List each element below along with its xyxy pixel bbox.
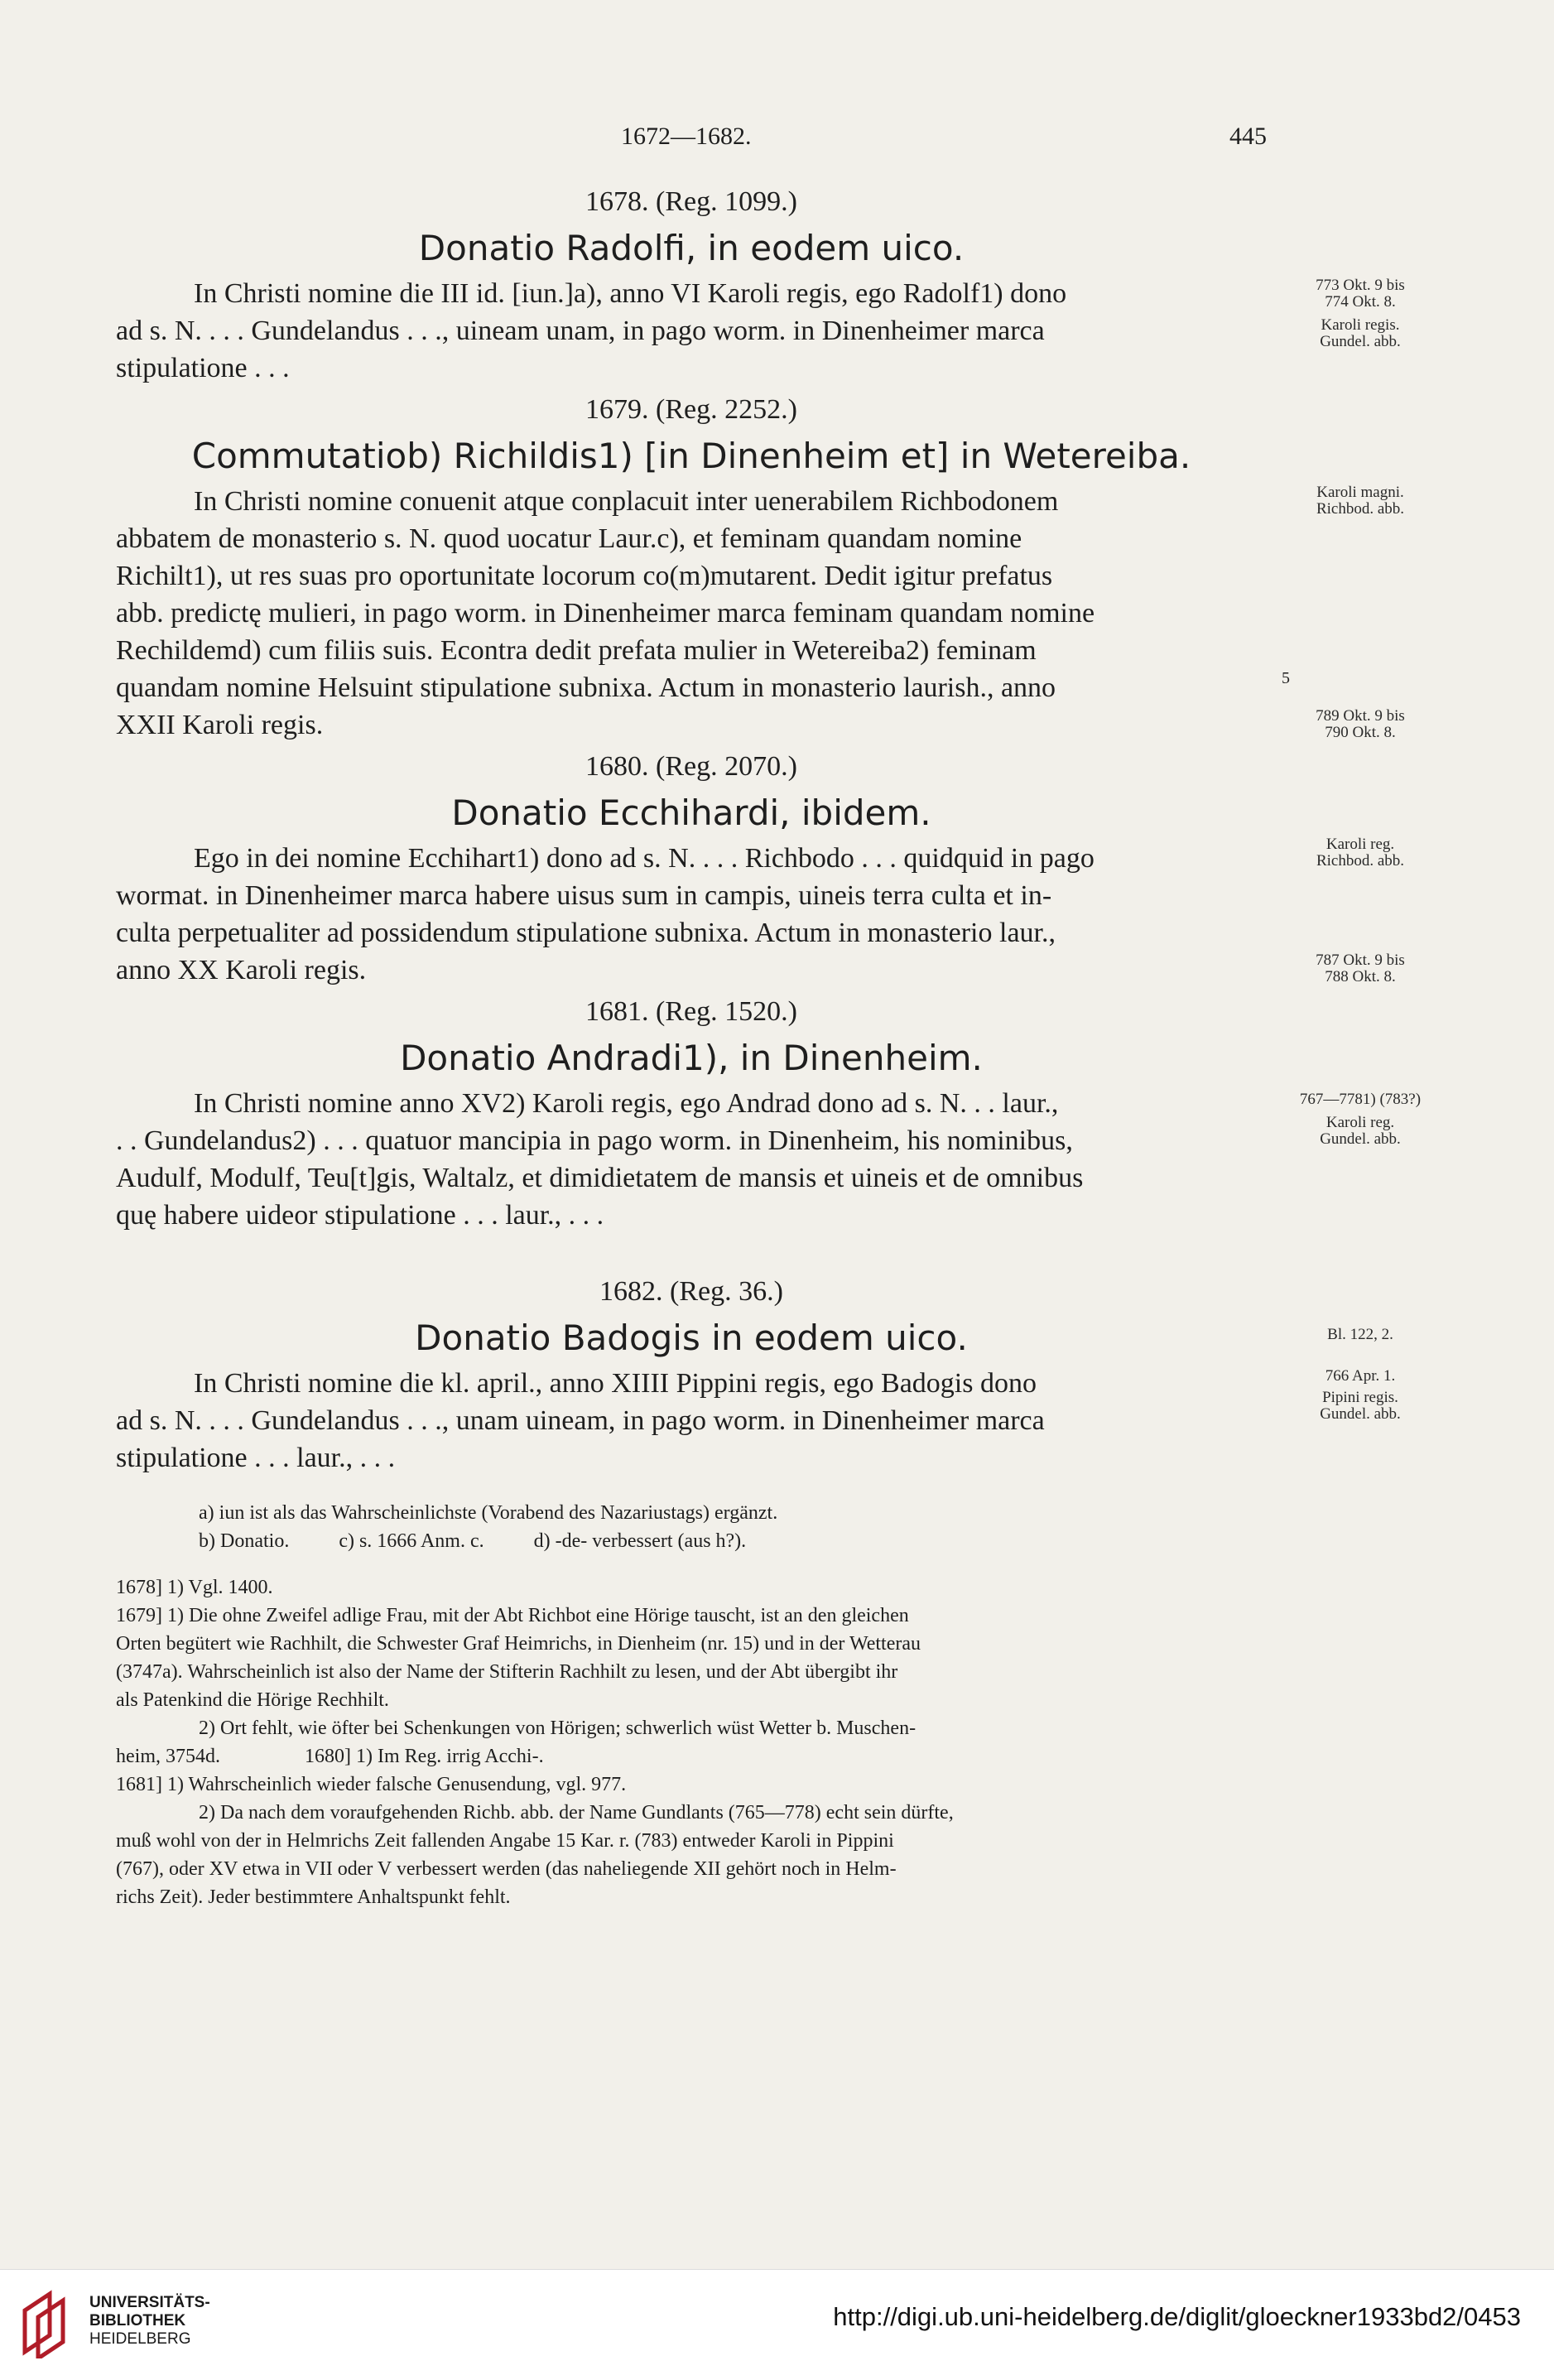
commentary-line: (3747a). Wahrscheinlich ist also der Name der Stifterin Rachhilt zu lesen, und der Abt übergibt ihr (116, 1661, 898, 1683)
commentary-line: 2) Ort fehlt, wie öfter bei Schenkungen von Hörigen; schwerlich wüst Wetter b. Muschen- (199, 1718, 917, 1739)
footnote: a) iun ist als das Wahrscheinlichste (Vorabend des Nazariustags) ergänzt. (199, 1502, 778, 1524)
commentary-line: als Patenkind die Hörige Rechhilt. (116, 1689, 389, 1711)
entry-number: 1678. (Reg. 1099.) (585, 186, 797, 217)
document-body (116, 182, 1267, 1480)
line-number: 5 (1282, 669, 1290, 687)
text-line: ad s. N. . . . Gundelandus . . ., unam uineam, in pago worm. in Dinenheimer marca (116, 1405, 1045, 1436)
text-line: quę habere uideor stipulatione . . . laur., . . . (116, 1200, 604, 1231)
margin-line: 766 Apr. 1. (1325, 1367, 1396, 1385)
library-name-line: BIBLIOTHEK (89, 2312, 186, 2329)
text-line: In Christi nomine anno XV2) Karoli regis, ego Andrad dono ad s. N. . . laur., (194, 1088, 1059, 1119)
margin-line: 787 Okt. 9 bis (1316, 952, 1405, 969)
entry-text (116, 840, 1267, 989)
library-name (89, 2294, 210, 2349)
margin-line: Karoli reg. (1325, 1114, 1395, 1131)
margin-line: Pipini regis. (1322, 1389, 1398, 1406)
entry-title: Donatio Andradi1), in Dinenheim. (400, 1038, 983, 1078)
margin-note (1282, 1091, 1439, 1148)
commentary-line: richs Zeit). Jeder bestimmtere Anhaltspunkt fehlt. (116, 1886, 511, 1908)
entry-number: 1679. (Reg. 2252.) (585, 394, 797, 425)
commentary-line: 2) Da nach dem voraufgehenden Richb. abb. der Name Gundlants (765—778) echt sein dürfte, (199, 1802, 954, 1824)
entry-number: 1682. (Reg. 36.) (599, 1276, 783, 1307)
text-line: In Christi nomine die III id. [iun.]a), anno VI Karoli regis, ego Radolf1) dono (194, 278, 1067, 309)
library-name-line: HEIDELBERG (89, 2330, 191, 2348)
entry-title: Donatio Ecchihardi, ibidem. (451, 793, 931, 833)
margin-line: Gundel. abb. (1320, 1130, 1401, 1148)
text-line: abb. predictę mulieri, in pago worm. in Dinenheimer marca feminam quandam nomine (116, 598, 1095, 629)
margin-note (1282, 1368, 1439, 1423)
margin-note (1282, 277, 1439, 350)
margin-note (1282, 484, 1439, 518)
text-line: culta perpetualiter ad possidendum stipulatione subnixa. Actum in monasterio laur., (116, 918, 1056, 948)
commentary-line: 1678] 1) Vgl. 1400. (116, 1577, 273, 1598)
entry-title: Commutatiob) Richildis1) [in Dinenheim et] in Wetereiba. (191, 436, 1191, 476)
margin-line: Karoli magni. (1316, 484, 1404, 501)
text-line: anno XX Karoli regis. (116, 955, 367, 985)
entry-text (116, 275, 1267, 387)
entry-number: 1680. (Reg. 2070.) (585, 751, 797, 782)
library-logo-icon (18, 2287, 76, 2358)
page-number: 445 (1229, 123, 1267, 150)
margin-line: 773 Okt. 9 bis (1316, 277, 1405, 294)
margin-line: Richbod. abb. (1316, 852, 1405, 870)
margin-note (1282, 1327, 1439, 1343)
margin-line: 789 Okt. 9 bis (1316, 707, 1405, 725)
commentary-line: (767), oder XV etwa in VII oder V verbessert werden (das naheliegende XII gehört noch in Helm- (116, 1858, 897, 1880)
source-url-link[interactable]: http://digi.ub.uni-heidelberg.de/diglit/gloeckner1933bd2/0453 (833, 2302, 1521, 2331)
commentary-line: muß wohl von der in Helmrichs Zeit fallenden Angabe 15 Kar. r. (783) entweder Karoli in Pippini (116, 1830, 894, 1852)
margin-line: Karoli regis. (1321, 316, 1400, 334)
text-line: Audulf, Modulf, Teu[t]gis, Waltalz, et dimidietatem de mansis et uineis et de omnibus (116, 1163, 1084, 1193)
text-line: XXII Karoli regis. (116, 710, 324, 740)
margin-line: Gundel. abb. (1320, 333, 1401, 350)
text-line: wormat. in Dinenheimer marca habere uisus sum in campis, uineis terra culta et in- (116, 880, 1052, 911)
entry-title: Donatio Radolfi, in eodem uico. (418, 228, 965, 268)
library-name-line: UNIVERSITÄTS- (89, 2294, 210, 2311)
margin-note (1282, 952, 1439, 985)
margin-note (1282, 708, 1439, 741)
text-line: . . Gundelandus2) . . . quatuor mancipia in pago worm. in Dinenheim, his nominibus, (116, 1125, 1073, 1156)
text-line: quandam nomine Helsuint stipulatione subnixa. Actum in monasterio laurish., anno (116, 672, 1056, 703)
margin-line: Karoli reg. (1325, 836, 1395, 853)
footnote: b) Donatio. c) s. 1666 Anm. c. d) -de- verbessert (aus h?). (199, 1530, 747, 1552)
margin-note (1282, 836, 1439, 870)
text-line: Richilt1), ut res suas pro oportunitate locorum co(m)mutarent. Dedit igitur prefatus (116, 561, 1053, 591)
margin-line: Gundel. abb. (1320, 1405, 1401, 1423)
entry-title: Donatio Badogis in eodem uico. (415, 1318, 968, 1358)
commentary-line: 1679] 1) Die ohne Zweifel adlige Frau, mit der Abt Richbot eine Hörige tauscht, ist an den gleichen (116, 1605, 909, 1626)
margin-line: 790 Okt. 8. (1325, 724, 1396, 741)
entry-text (116, 1365, 1267, 1477)
footnotes (116, 1499, 1267, 1911)
commentary-line: 1681] 1) Wahrscheinlich wieder falsche Genusendung, vgl. 977. (116, 1774, 627, 1795)
text-line: ad s. N. . . . Gundelandus . . ., uineam unam, in pago worm. in Dinenheimer marca (116, 316, 1045, 346)
entry-text (116, 1085, 1267, 1234)
entry-text (116, 483, 1267, 744)
margin-line: Bl. 122, 2. (1327, 1326, 1393, 1343)
page-range: 1672—1682. (621, 123, 752, 150)
margin-line: Richbod. abb. (1316, 500, 1405, 518)
margin-line: 767—7781) (783?) (1299, 1091, 1422, 1108)
text-line: In Christi nomine conuenit atque conplacuit inter uenerabilem Richbodonem (194, 486, 1059, 517)
commentary-line: Orten begütert wie Rachhilt, die Schwester Graf Heimrichs, in Dienheim (nr. 15) und in der Wetterau (116, 1633, 921, 1655)
text-line: Ego in dei nomine Ecchihart1) dono ad s. N. . . . Richbodo . . . quidquid in pago (194, 843, 1095, 874)
commentary-line: heim, 3754d. 1680] 1) Im Reg. irrig Acchi-. (116, 1746, 544, 1767)
text-line: In Christi nomine die kl. april., anno XIIII Pippini regis, ego Badogis dono (194, 1368, 1037, 1399)
text-line: Rechildemd) cum filiis suis. Econtra dedit prefata mulier in Wetereiba2) feminam (116, 635, 1037, 666)
margin-line: 788 Okt. 8. (1325, 968, 1396, 985)
margin-line: 774 Okt. 8. (1325, 293, 1396, 311)
entry-number: 1681. (Reg. 1520.) (585, 996, 797, 1027)
text-line: stipulatione . . . laur., . . . (116, 1443, 396, 1473)
text-line: abbatem de monasterio s. N. quod uocatur Laur.c), et feminam quandam nomine (116, 523, 1022, 554)
text-line: stipulatione . . . (116, 353, 290, 383)
